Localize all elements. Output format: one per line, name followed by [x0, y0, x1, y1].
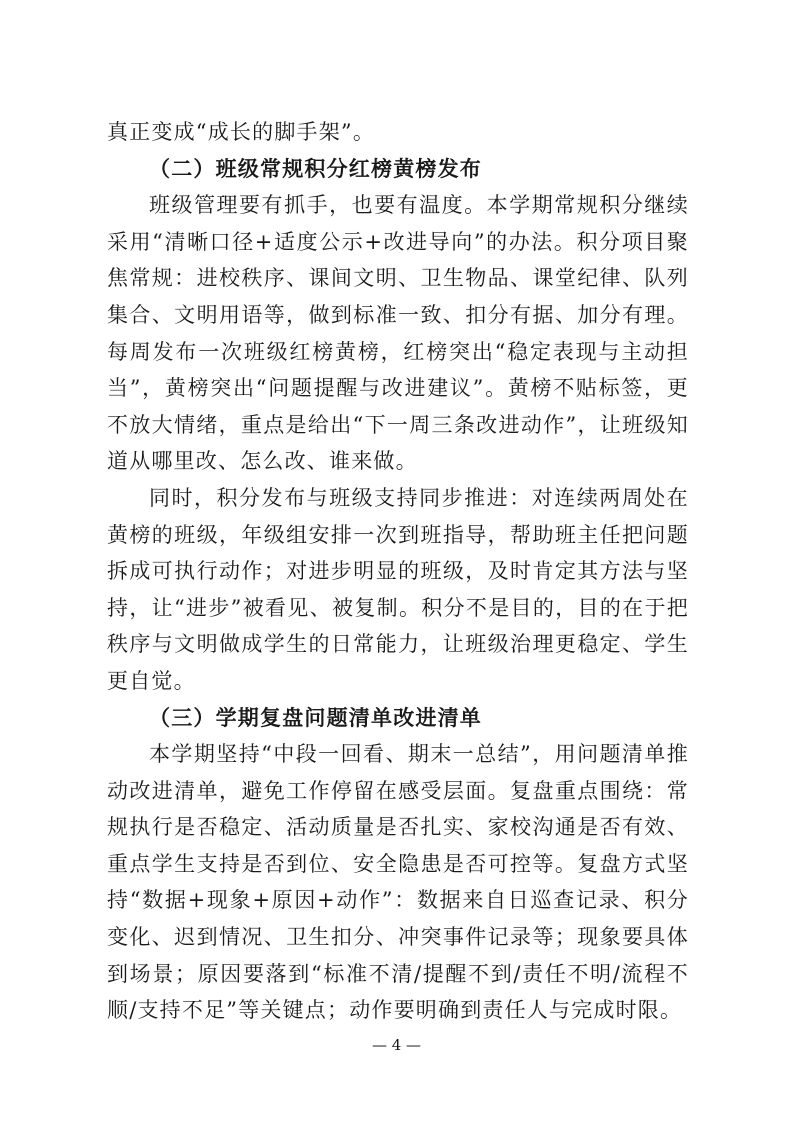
document-body	[107, 114, 689, 1029]
body-paragraph: 同时，积分发布与班级支持同步推进：对连续两周处在黄榜的班级，年级组安排一次到班指导，帮助班主任把问题拆成可执行动作；对进步明显的班级，及时肯定其方法与坚持，让“进步”被看见、被复制。积分不是目的，目的在于把秩序与文明做成学生的日常能力，让班级治理更稳定、学生更自觉。	[107, 485, 689, 693]
section-heading-2: （二）班级常规积分红榜黄榜发布	[149, 156, 482, 181]
section-heading-3: （三）学期复盘问题清单改进清单	[149, 705, 482, 730]
body-paragraph: 本学期坚持“中段一回看、期末一总结”，用问题清单推动改进清单，避免工作停留在感受层面。复盘重点围绕：常规执行是否稳定、活动质量是否扎实、家校沟通是否有效、重点学生支持是否到位、安全隐患是否可控等。复盘方式坚持“数据+现象+原因+动作”：数据来自日巡查记录、积分变化、迟到情况、卫生扣分、冲突事件记录等；现象要具体到场景；原因要落到“标准不清/提醒不到/责任不明/流程不顺/支持不足”等关键点；动作要明确到责任人与完成时限。	[107, 742, 689, 1023]
continuation-paragraph: 真正变成“成长的脚手架”。	[107, 120, 376, 144]
body-paragraph: 班级管理要有抓手，也要有温度。本学期常规积分继续采用“清晰口径+适度公示+改进导向”的办法。积分项目聚焦常规：进校秩序、课间文明、卫生物品、课堂纪律、队列集合、文明用语等，做到标准一致、扣分有据、加分有理。每周发布一次班级红榜黄榜，红榜突出“稳定表现与主动担当”，黄榜突出“问题提醒与改进建议”。黄榜不贴标签，更不放大情绪，重点是给出“下一周三条改进动作”，让班级知道从哪里改、怎么改、谁来做。	[107, 193, 689, 474]
page-number: — 4 —	[371, 1036, 422, 1054]
